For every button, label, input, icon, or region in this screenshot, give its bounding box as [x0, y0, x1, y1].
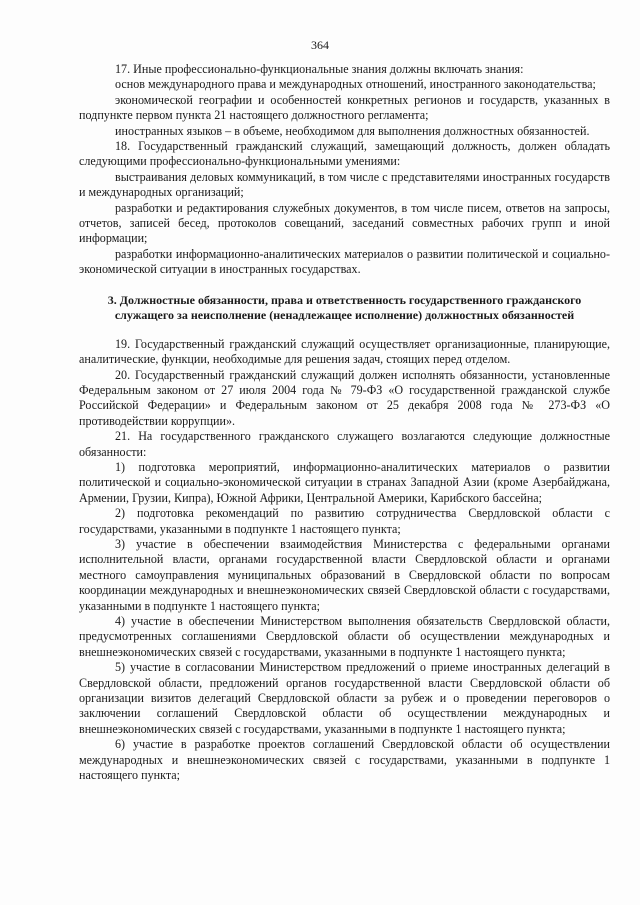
paragraph-21-item-6: 6) участие в разработке проектов соглашений Свердловской области об осуществлении международных и внешнеэкономических связей с государствами, указанными в подпункте 1 настоящего пункта;: [79, 737, 610, 783]
paragraph-21-item-4: 4) участие в обеспечении Министерством выполнения обязательств Свердловской области, предусмотренных соглашениями Свердловской области об осуществлении международных и внешнеэкономических связей с государствами, указанными в подпункте 1 настоящего пункта;: [79, 614, 610, 659]
document-body: [79, 62, 610, 783]
paragraph-17-item-3: иностранных языков – в объеме, необходимом для выполнения должностных обязанностей.: [115, 123, 590, 138]
paragraph-21-item-5: 5) участие в согласовании Министерством предложений о приеме иностранных делегаций в Свердловской области, предложений органов государственной власти Свердловской области об организации визитов делегаций Свердловской области за рубеж и о проведении переговоров о заключении соглашений Свердловской области об осуществлении международных и внешнеэкономических связей с государствами, указанными в подпункте 1 настоящего пункта;: [79, 660, 610, 736]
paragraph-17: 17. Иные профессионально-функциональные знания должны включать знания:: [115, 62, 524, 76]
paragraph-20: 20. Государственный гражданский служащий должен исполнять обязанности, установленные Федеральным законом от 27 июля 2004 года № 79-ФЗ «О государственной гражданской службе Российской Федерации» и Федеральным законом от 25 декабря 2008 года № 273-ФЗ «О противодействии коррупции».: [79, 367, 610, 428]
paragraph-21-item-3: 3) участие в обеспечении взаимодействия Министерства с федеральными органами исполнительной власти, органами государственной власти Свердловской области и органами местного самоуправления муниципальных образований в Свердловской области по вопросам координации международных и внешнеэкономических связей Свердловской области с государствами, указанными в подпункте 1 настоящего пункта;: [79, 536, 610, 613]
paragraph-18-item-3: разработки информационно-аналитических материалов о развитии политической и социально-экономической ситуации в иностранных государствах.: [79, 246, 610, 277]
paragraph-18-item-1: выстраивания деловых коммуникаций, в том числе с представителями иностранных государств и международных организаций;: [79, 169, 610, 200]
section-heading: 3. Должностные обязанности, права и ответственность государственного гражданского служащего за неисполнение (ненадлежащее исполнение) должностных обязанностей: [107, 292, 582, 322]
page-number: 364: [311, 38, 329, 52]
paragraph-19: 19. Государственный гражданский служащий осуществляет организационные, планирующие, аналитические, функции, необходимые для решения задач, стоящих перед отделом.: [79, 336, 610, 367]
paragraph-21-item-1: 1) подготовка мероприятий, информационно-аналитических материалов о развитии политической и социально-экономической ситуации в странах Западной Азии (кроме Азербайджана, Армении, Грузии, Кипра), Южной Африки, Центральной Америки, Карибского бассейна;: [79, 459, 610, 505]
paragraph-18: 18. Государственный гражданский служащий, замещающий должность, должен обладать следующими профессионально-функциональными умениями:: [79, 139, 610, 169]
paragraph-17-item-1: основ международного права и международных отношений, иностранного законодательства;: [115, 77, 596, 92]
paragraph-21-item-2: 2) подготовка рекомендаций по развитию сотрудничества Свердловской области с государствами, указанными в подпункте 1 настоящего пункта;: [79, 506, 610, 536]
paragraph-21: 21. На государственного гражданского служащего возлагаются следующие должностные обязанности:: [79, 429, 610, 459]
paragraph-17-item-2: экономической географии и особенностей конкретных регионов и государств, указанных в подпункте первом пункта 21 настоящего должностного регламента;: [79, 92, 610, 123]
paragraph-18-item-2: разработки и редактирования служебных документов, в том числе писем, ответов на запросы, отчетов, записей бесед, протоколов совещаний, заседаний совместных рабочих групп и иной информации;: [79, 200, 610, 246]
